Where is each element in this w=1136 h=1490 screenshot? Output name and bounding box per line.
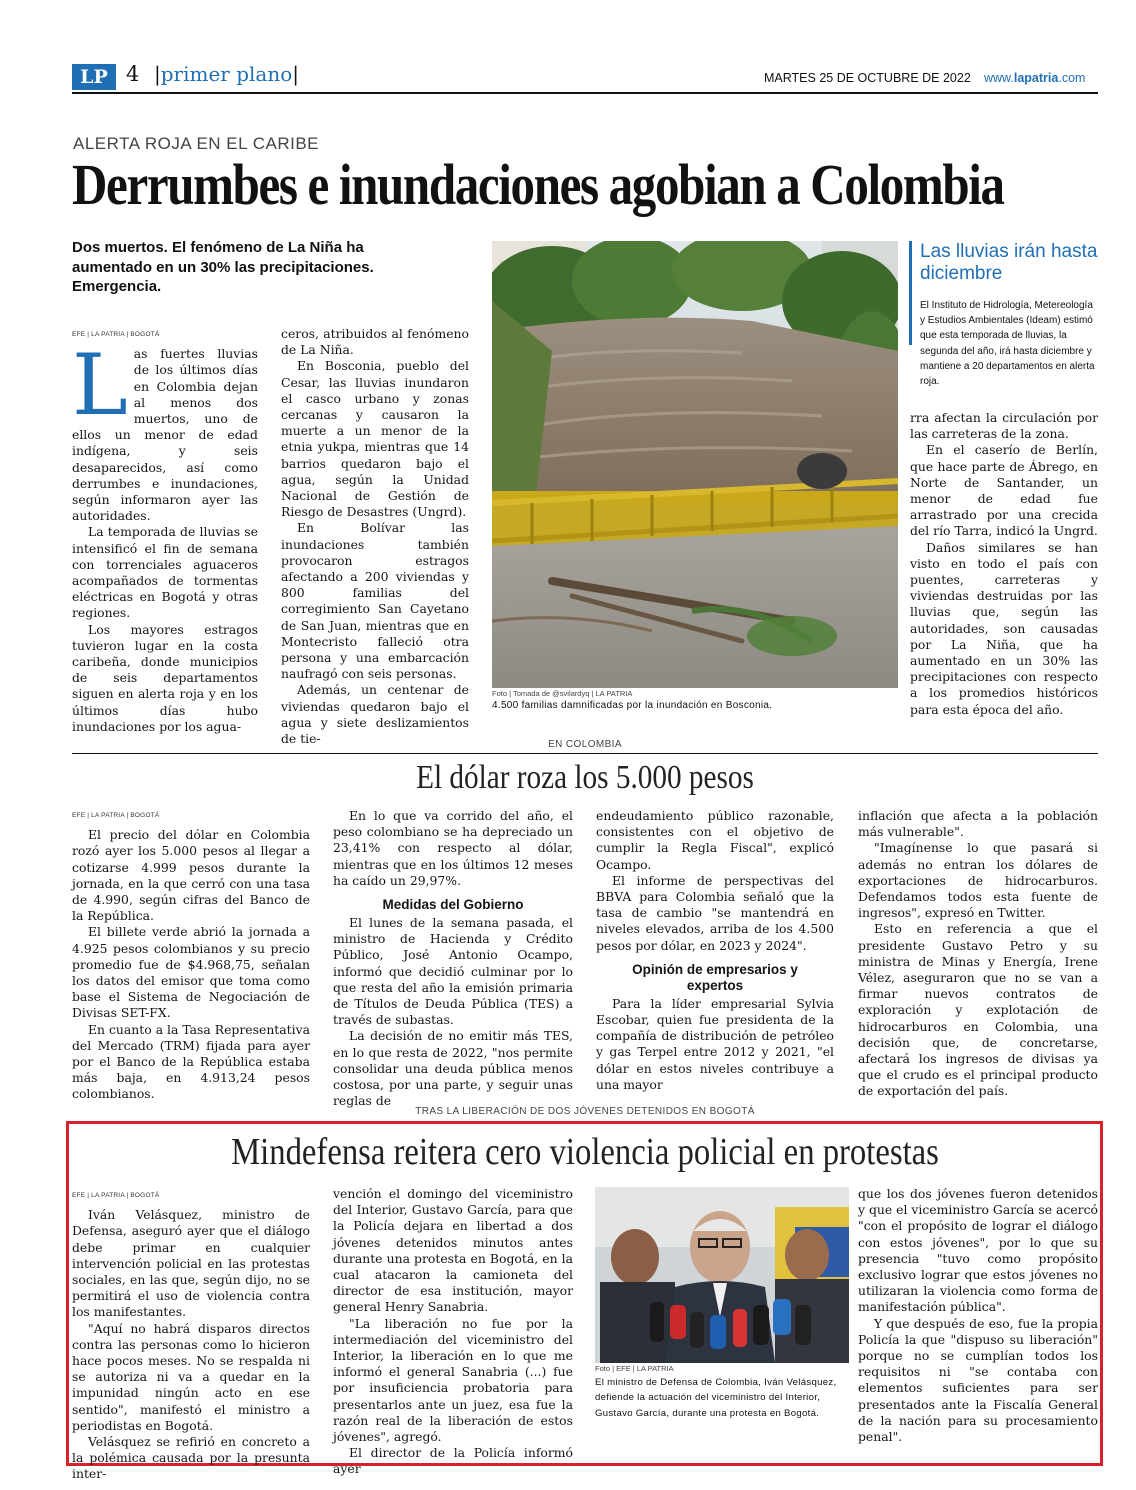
article2-headline: El dólar roza los 5.000 pesos [416, 759, 754, 796]
article2-subhead-gobierno: Medidas del Gobierno [382, 897, 524, 913]
paragraph: Para la líder empresarial Sylvia Escobar, quien fue presidenta de la compañía de distribución de petróleo y gas Terpel entre 2012 y 2021, "el dólar en estos niveles contribuye a una mayor [596, 995, 834, 1092]
article2-column-1 [72, 808, 310, 1103]
paragraph: Iván Velásquez, ministro de Defensa, aseguró ayer que el diálogo debe primar en cualquier intervención policial en las protestas sociales, en las que, según dijo, no se permitirá el uso de violencia contra los manifestantes. [72, 1207, 310, 1320]
article1-headline: Derrumbes e inundaciones agobian a Colombia [72, 152, 1004, 217]
paragraph: El billete verde abrió la jornada a 4.925 pesos colombianos y su precio promedio fue de $4.968,75, señalan los datos del emisor que toma como base el Sistema de Negociación de Divisas SET-FX. [72, 924, 310, 1021]
sidebar-body: El Instituto de Hidrología, Metereología y Estudios Ambientales (Ideam) estimó que esta temporada de lluvias, la segunda del año, irá hasta diciembre y mantiene a 20 departamentos en alerta roja. [920, 300, 1095, 388]
article3-column-2 [333, 1186, 573, 1478]
article3-column-1 [72, 1188, 310, 1483]
paragraph: En Bosconia, pueblo del Cesar, las lluvias inundaron el casco urbano y zonas cercanas y causaron la muerte a un menor de la etnia yukpa, mientras que 14 barrios quedaron bajo el agua, según la Unidad Nacional de Gestión de Riesgo de Desastres (Ungrd). [281, 358, 469, 520]
article1-credit: EFE | LA PATRIA | BOGOTÁ [72, 331, 160, 338]
dropcap: L [72, 336, 128, 435]
paragraph: ceros, atribuidos al fenómeno de La Niña. [281, 326, 469, 358]
article1-kicker: ALERTA ROJA EN EL CARIBE [73, 134, 319, 153]
paragraph: La decisión de no emitir más TES, en lo que resta de 2022, "nos permite consolidar una deuda pública menos costosa, por una parte, y seguir unas reglas de [333, 1028, 573, 1109]
page-number: 4 [126, 62, 140, 86]
minister-photo [595, 1187, 849, 1363]
article1-column-2 [281, 326, 469, 747]
article2-column-3 [596, 808, 834, 1093]
paragraph: En Bolívar las inundaciones también provocaron estragos afectando a 200 viviendas y 800 familias del corregimiento San Cayetano de San Juan, mientras que en Montecristo falleció otra persona y una embarcación naufragó con seis personas. [281, 520, 469, 682]
sidebar-accent-bar [909, 241, 912, 345]
paragraph: "La liberación no fue por la intermediación del viceministro del Interior, la liberación en lo que me informó el general Sanabria (...) fue por insuficiencia probatoria para presentarlos ante un juez, esa fue la razón real de la liberación de estos jóvenes", agregó. [333, 1315, 573, 1445]
paragraph: En el caserío de Berlín, que hace parte de Ábrego, en Norte de Santander, un menor de edad fue arrastrado por una crecida del río Tarra, indicó la Ungrd. [910, 442, 1098, 539]
issue-date: MARTES 25 DE OCTUBRE DE 2022 [764, 71, 971, 85]
website-link[interactable]: www.lapatria.com [984, 71, 1086, 85]
article1-column-3 [910, 410, 1098, 718]
paragraph: Además, un centenar de viviendas quedaron bajo el agua y siete deslizamientos de tie- [281, 682, 469, 747]
paragraph: En lo que va corrido del año, el peso colombiano se ha depreciado un 23,41% con respecto al dólar, mientras que en los últimos 12 meses ha caído un 29,97%. [333, 808, 573, 888]
article2-subhead-opinion: Opinión de empresarios y expertos [632, 961, 798, 993]
paragraph: as fuertes lluvias de los últimos días en Colombia dejan al menos dos muertos, uno de ellos un menor de edad indígena, y seis desaparecidos, así como derrumbes e inundaciones, según informaron ayer las autoridades. [72, 346, 258, 524]
paragraph: endeudamiento público razonable, consistentes con el objetivo de cumplir la Regla Fiscal", explicó Ocampo. [596, 808, 834, 872]
paragraph: Los mayores estragos tuvieron lugar en la costa caribeña, donde municipios de seis departamentos siguen en alerta roja y en los últimos días hubo inundaciones por los agua- [72, 621, 258, 734]
paragraph: Esto en referencia a que el presidente Gustavo Petro y su ministra de Minas y Energía, Irene Vélez, aseguraron que no se van a firmar nuevos contratos de exploración y explotación de hidrocarburos en Colombia, una decisión que, de concretarse, afectará los ingresos de divisas ya que el crudo es el principal producto de exportación del país. [858, 921, 1098, 1099]
article2-column-2 [333, 808, 573, 1109]
article1-photo-caption: 4.500 familias damnificadas por la inundación en Bosconia. [492, 700, 773, 711]
paragraph: El director de la Policía informó ayer [333, 1445, 573, 1477]
article2-column-4 [858, 808, 1098, 1100]
article2-label: EN COLOMBIA [548, 739, 622, 750]
article3-headline: Mindefensa reitera cero violencia policial en protestas [231, 1131, 939, 1173]
paragraph: vención el domingo del viceministro del Interior, Gustavo García, para que la Policía dejara en libertad a dos jóvenes detenidos minutos antes durante una protesta en Bogotá, en la cual atacaron la camioneta del director de esa institución, mayor general Henry Sanabria. [333, 1186, 573, 1315]
section-name: |primer plano| [154, 62, 300, 86]
article1-column-1 [72, 327, 258, 735]
paragraph: El precio del dólar en Colombia rozó ayer los 5.000 pesos al llegar a cotizarse 4.999 pesos durante la jornada, en la que cerró con una tasa de 4.990, según cifras del Banco de la República. [72, 827, 310, 924]
sidebar-title: Las lluvias irán hasta diciembre [920, 241, 1098, 284]
article3-photo-caption: El ministro de Defensa de Colombia, Iván Velásquez, defiende la actuación del viceministro del Interior, Gustavo García, durante una protesta en Bogotá. [595, 1377, 837, 1419]
newspaper-logo: LP [72, 64, 116, 90]
article1-photo-credit: Foto | Tomada de @svilardyq | LA PATRIA [492, 689, 633, 698]
paragraph: Velásquez se refirió en concreto a la polémica causada por la presunta inter- [72, 1434, 310, 1482]
paragraph: Daños similares se han visto en todo el país con puentes, carreteras y viviendas destruidas por las lluvias que, según las autoridades, son causadas por La Niña, que ha aumentado en un 30% las precipitaciones con respecto a los promedios históricos para esta época del año. [910, 539, 1098, 717]
paragraph: El lunes de la semana pasada, el ministro de Hacienda y Crédito Público, José Antonio Ocampo, informó que decidió culminar por lo que resta del año la emisión primaria de Títulos de Deuda Pública (TES) a través de subastas. [333, 915, 573, 1028]
article3-column-4 [858, 1186, 1098, 1445]
article1-deck: Dos muertos. El fenómeno de La Niña ha aumentado en un 30% las precipitaciones. Emergencia. [72, 239, 374, 295]
paragraph: inflación que afecta a la población más vulnerable". [858, 808, 1098, 840]
paragraph: Y que después de eso, fue la propia Policía la que "dispuso su liberación" porque no se cumplían todos los requisitos ni "se contaba con elementos suficientes para ser presentados ante la Fiscalía General de la nación para su procesamiento penal". [858, 1315, 1098, 1445]
paragraph: "Imagínense lo que pasará si además no entran los dólares de exportaciones de hidrocarburos. Defendamos todos esta fuente de ingresos", expresó en Twitter. [858, 840, 1098, 921]
paragraph: La temporada de lluvias se intensificó el fin de semana con torrenciales aguaceros acompañados de tormentas eléctricas en Bogotá y otras regiones. [72, 524, 258, 621]
header-rule [72, 92, 1098, 94]
article2-credit: EFE | LA PATRIA | BOGOTÁ [72, 812, 160, 819]
paragraph: "Aquí no habrá disparos directos contra las personas como lo hicieron hace pocos meses. No se respalda ni se autoriza ni va a quedar en la impunidad ningún acto en ese sentido", manifestó el ministro a periodistas en Bogotá. [72, 1320, 310, 1433]
article3-photo-credit: Foto | EFE | LA PATRIA [595, 1364, 674, 1373]
flood-photo [492, 241, 898, 688]
article3-credit: EFE | LA PATRIA | BOGOTÁ [72, 1192, 160, 1199]
flood-photo-image [492, 241, 898, 688]
section-label: primer plano [160, 62, 293, 86]
article3-label: TRAS LA LIBERACIÓN DE DOS JÓVENES DETENIDOS EN BOGOTÁ [415, 1106, 755, 1117]
minister-photo-image [595, 1187, 849, 1363]
paragraph: rra afectan la circulación por las carreteras de la zona. [910, 410, 1098, 442]
paragraph: En cuanto a la Tasa Representativa del Mercado (TRM) fijada para ayer por el Banco de la República estaba más baja, en 4.913,24 pesos colombianos. [72, 1021, 310, 1102]
paragraph: El informe de perspectivas del BBVA para Colombia señaló que la tasa de cambio "se mantendrá en niveles elevados, arriba de los 4.500 pesos por dólar, en 2023 y 2024". [596, 872, 834, 953]
paragraph: que los dos jóvenes fueron detenidos y que el viceministro García se acercó "con el propósito de lograr el diálogo con estos jóvenes", por lo que su presencia "tuvo como propósito exclusivo lograr que estos jóvenes no utilizaran la violencia como forma de manifestación pública". [858, 1186, 1098, 1315]
article2-rule [72, 753, 1098, 754]
